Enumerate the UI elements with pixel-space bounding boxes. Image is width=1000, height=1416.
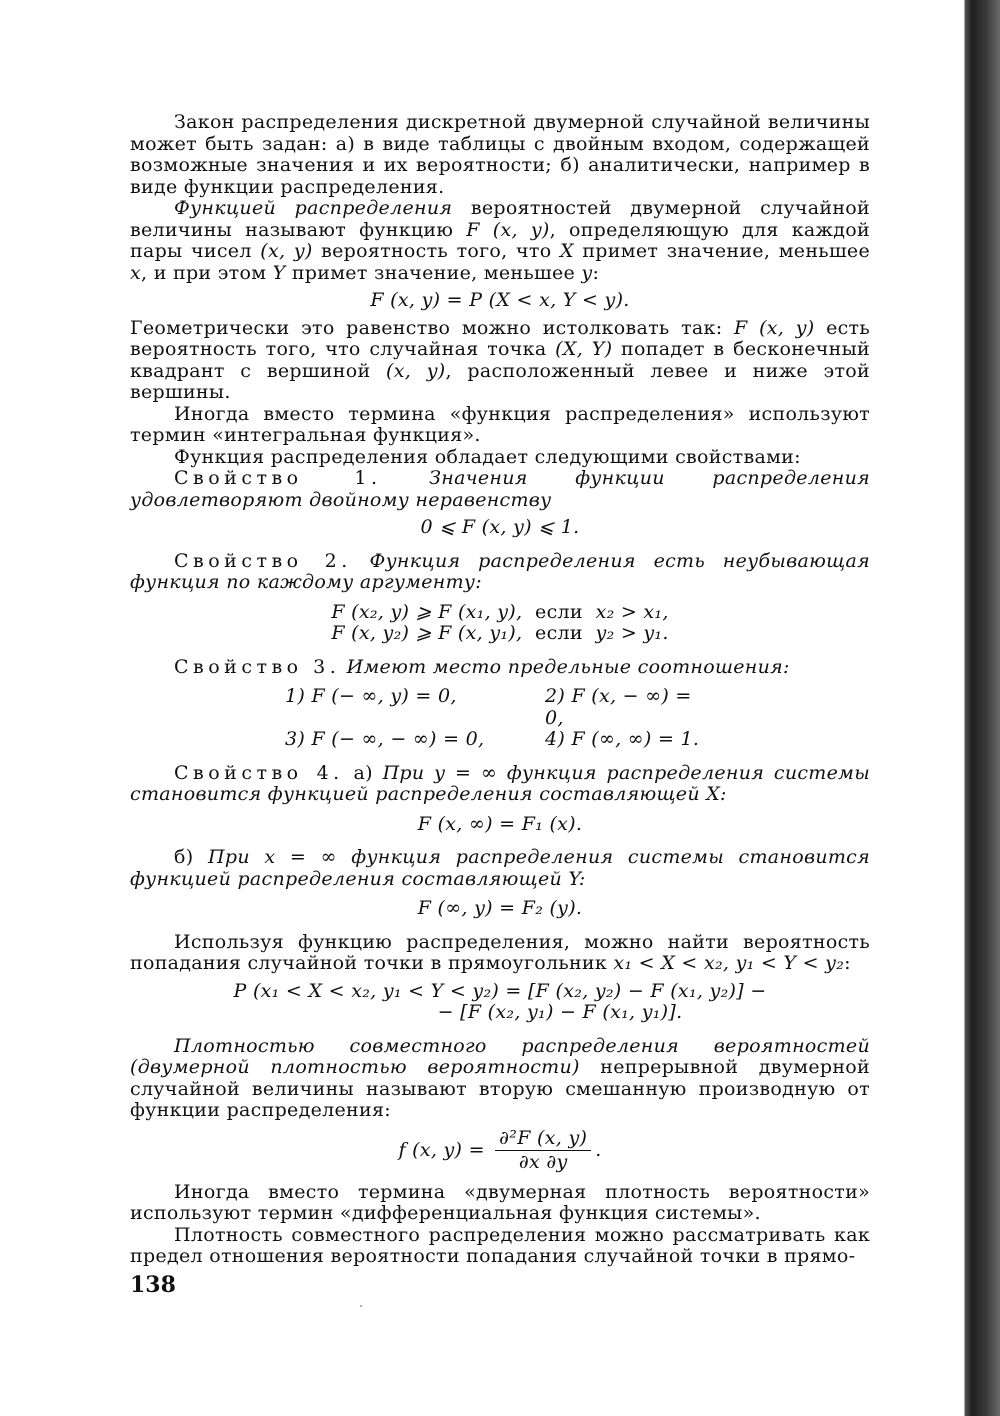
formula-property-4a: F (x, ∞) = F₁ (x). — [417, 812, 583, 835]
formula-property-2-line-1: F (x₂, y) ⩾ F (x₁, y), если x₂ > x₁, — [331, 600, 669, 623]
formula-density: f (x, y) = $\frac{\text{∂²F (x, y)}}{\partial x \partial y}$ . — [398, 1126, 602, 1173]
term-distribution-function: Функцией распределения — [174, 197, 453, 219]
formula-property-1: 0 ⩽ F (x, y) ⩽ 1. — [420, 516, 580, 538]
formula-property-2-line-2: F (x, y₂) ⩾ F (x, y₁), если y₂ > y₁. — [331, 622, 669, 644]
property-2: Свойство 2. Функция распределения есть неубывающая функция по каждому аргументу: — [130, 549, 870, 593]
paragraph-integral-term: Иногда вместо термина «функция распределения» используют термин «интегральная функция». — [130, 402, 870, 446]
formula-rectangle-line-2: − [F (x₂, y₁) − F (x₁, y₁)]. — [437, 1001, 683, 1023]
paragraph-distribution-definition: Функцией распределения вероятностей двумерной случайной величины называют функцию F (x, y), определяющую для каждой пары чисел (x, y) вероятность того, что X примет значение, меньшее x, и при этом Y примет значение, меньшее y: — [130, 197, 870, 284]
paragraph-differential-term: Иногда вместо термина «двумерная плотность вероятности» используют термин «дифференциальная функция системы». — [130, 1180, 870, 1224]
density-numerator: ∂²F (x, y) — [495, 1128, 591, 1152]
property-4b: б) При x = ∞ функция распределения системы становится функцией распределения составляющей Y: — [130, 846, 870, 890]
formula-property-4b: F (∞, y) = F₂ (y). — [417, 897, 583, 919]
paragraph-density-limit: Плотность совместного распределения можно рассматривать как предел отношения вероятности попадания случайной точки в прямо- — [130, 1223, 870, 1267]
property-1-label: Свойство 1. — [174, 467, 382, 489]
formula-distribution: F (x, y) = P (X < x, Y < y). — [370, 289, 630, 311]
paragraph-intro: Закон распределения дискретной двумерной случайной величины может быть задан: а) в виде таблицы с двойным входом, содержащей возможные значения и их вероятности; б) аналитически, например в виде функции распределения. — [130, 111, 870, 198]
paragraph-properties-intro: Функция распределения обладает следующими свойствами: — [174, 445, 801, 468]
paragraph-geometric: Геометрически это равенство можно истолковать так: F (x, y) есть вероятность того, что случайная точка (X, Y) попадет в бесконечный квадрант с вершиной (x, y), расположенный левее и ниже этой вершины. — [130, 316, 871, 403]
page-body — [130, 112, 870, 1268]
property-3-label: Свойство 3. — [174, 655, 341, 678]
property-3: Свойство 3. Имеют место предельные соотношения: — [174, 655, 790, 678]
density-fraction — [495, 1128, 591, 1174]
property-4a: Свойство 4. а) При y = ∞ функция распределения системы становится функцией распределения составляющей X: — [130, 761, 870, 805]
property-2-label: Свойство 2. — [174, 549, 352, 572]
limit-4: 4) F (∞, ∞) = 1. — [545, 728, 700, 750]
book-spine-shadow — [956, 0, 1000, 1416]
formula-property-2 — [130, 602, 870, 645]
formula-rectangle-line-1: P (x₁ < X < x₂, y₁ < Y < y₂) = [F (x₂, y₂) − F (x₁, y₂)] − — [233, 979, 767, 1002]
paragraph-density-definition: Плотностью совместного распределения вероятностей (двумерной плотностью вероятности) непрерывной двумерной случайной величины называют вторую смешанную производную от функции распределения: — [130, 1034, 870, 1121]
property-1: Свойство 1. Значения функции распределения удовлетворяют двойному неравенству — [130, 467, 870, 511]
limit-2: 2) F (x, − ∞) = 0, — [545, 685, 692, 729]
formula-property-3 — [130, 686, 870, 751]
term-joint-density: Плотностью совместного распределения вероятностей (двумерной плотностью вероятности) — [130, 1034, 870, 1078]
property-4-label: Свойство 4. — [174, 761, 344, 784]
scan-speck — [360, 1305, 362, 1307]
page-number: 138 — [130, 1272, 176, 1298]
formula-rectangle — [130, 981, 870, 1024]
limit-1: 1) F (− ∞, y) = 0, — [285, 685, 457, 707]
density-denominator: ∂x ∂y — [518, 1151, 568, 1173]
paragraph-rectangle: Используя функцию распределения, можно найти вероятность попадания случайной точки в прямоугольник x₁ < X < x₂, y₁ < Y < y₂: — [130, 930, 870, 974]
limit-3: 3) F (− ∞, − ∞) = 0, — [285, 728, 485, 750]
